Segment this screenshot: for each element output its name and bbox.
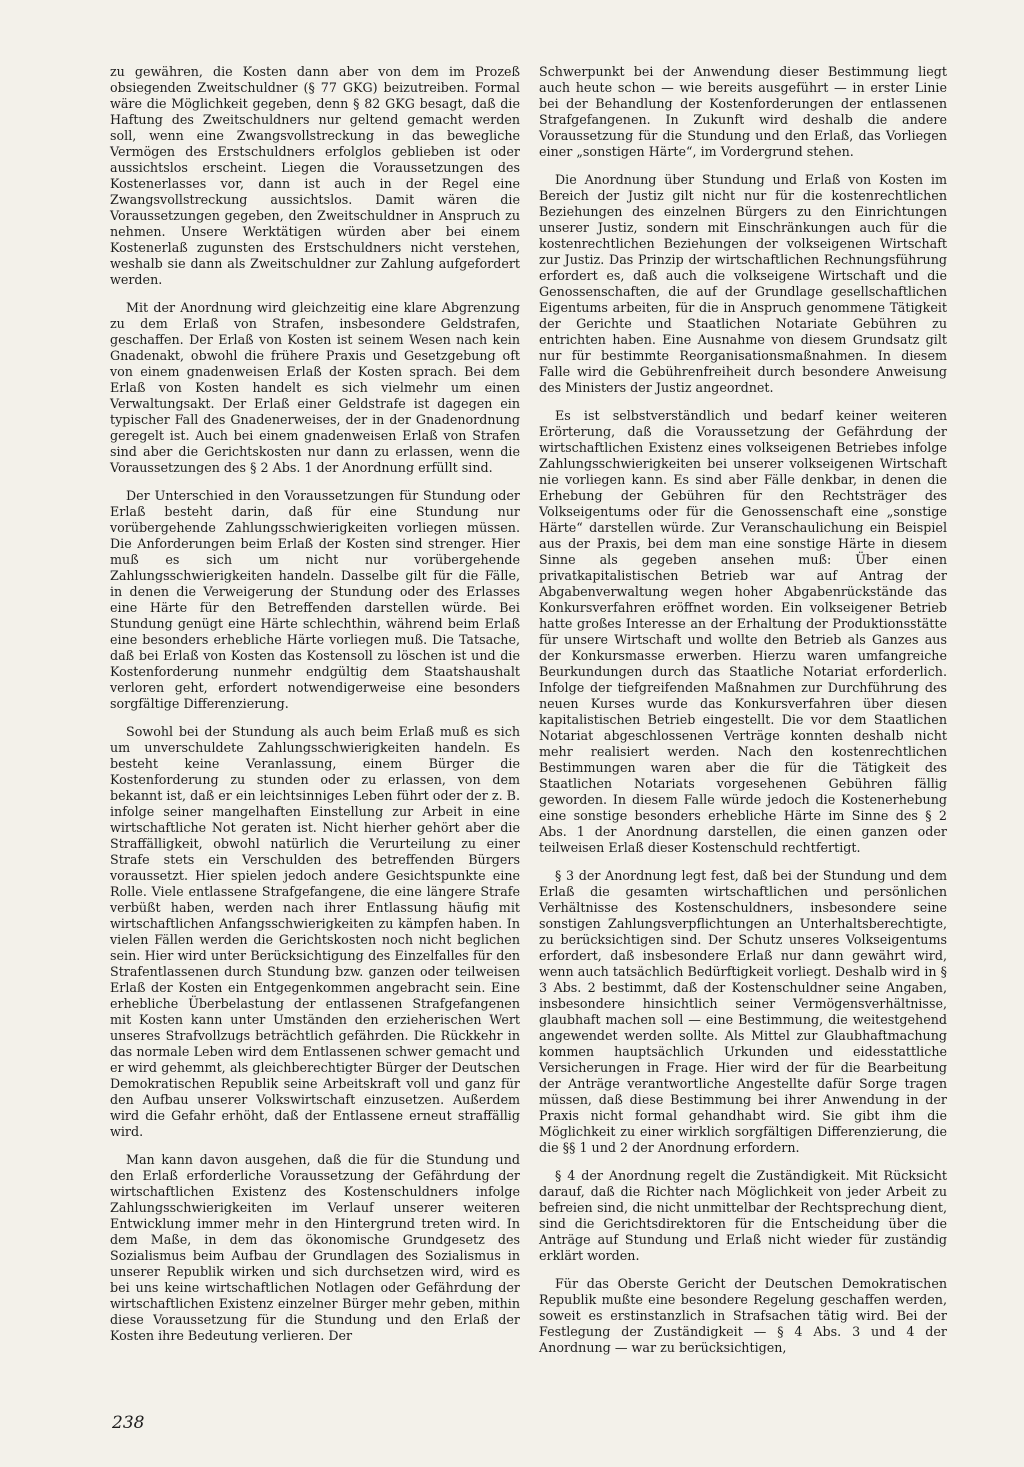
right-paragraph-5: § 4 der Anordnung regelt die Zuständigkeit. Mit Rücksicht darauf, daß die Richter nach Möglichkeit von jeder Arbeit zu befreien sind, die nicht unmittelbar der Rechtsprechung dient, sind die Gerichtsdirektoren für die Entscheidung über die Anträge auf Stundung und Erlaß nicht wieder für zuständig erklärt worden. — [539, 1168, 947, 1263]
left-paragraph-2: Mit der Anordnung wird gleichzeitig eine klare Abgrenzung zu dem Erlaß von Strafen, insbesondere Geldstrafen, geschaffen. Der Erlaß von Kosten ist seinem Wesen nach kein Gnadenakt, obwohl die frühere Praxis und Gesetzgebung oft von einem gnadenweisen Erlaß der Kosten sprach. Bei dem Erlaß von Kosten handelt es sich vielmehr um einen Verwaltungsakt. Der Erlaß einer Geldstrafe ist dagegen ein typischer Fall des Gnadenerweises, der in der Gnadenordnung geregelt ist. Auch bei einem gnadenweisen Erlaß von Strafen sind aber die Gerichtskosten nur dann zu erlassen, wenn die Voraussetzungen des § 2 Abs. 1 der Anordnung erfüllt sind. — [110, 300, 520, 475]
left-paragraph-3: Der Unterschied in den Voraussetzungen für Stundung oder Erlaß besteht darin, daß für eine Stundung nur vorübergehende Zahlungsschwierigkeiten vorliegen müssen. Die Anforderungen beim Erlaß der Kosten sind strenger. Hier muß es sich um nicht nur vorübergehende Zahlungsschwierigkeiten handeln. Dasselbe gilt für die Fälle, in denen die Verweigerung der Stundung oder des Erlasses eine Härte für den Betreffenden darstellen würde. Bei Stundung genügt eine Härte schlechthin, während beim Erlaß eine besonders erhebliche Härte vorliegen muß. Die Tatsache, daß bei Erlaß von Kosten das Kostensoll zu löschen ist und die Kostenforderung nunmehr endgültig dem Staatshaushalt verloren geht, erfordert notwendigerweise eine besonders sorgfältige Differenzierung. — [110, 488, 520, 711]
left-paragraph-4: Sowohl bei der Stundung als auch beim Erlaß muß es sich um unverschuldete Zahlungsschwierigkeiten handeln. Es besteht keine Veranlassung, einem Bürger die Kostenforderung zu stunden oder zu erlassen, von dem bekannt ist, daß er ein leichtsinniges Leben führt oder der z. B. infolge seiner mangelhaften Einstellung zur Arbeit in eine wirtschaftliche Not geraten ist. Nicht hierher gehört aber die Straffälligkeit, obwohl natürlich die Verurteilung zu einer Strafe stets ein Verschulden des betreffenden Bürgers voraussetzt. Hier spielen jedoch andere Gesichtspunkte eine Rolle. Viele entlassene Strafgefangene, die eine längere Strafe verbüßt haben, werden nach ihrer Entlassung häufig mit wirtschaftlichen Anfangsschwierigkeiten zu kämpfen haben. In vielen Fällen werden die Gerichtskosten noch nicht beglichen sein. Hier wird unter Berücksichtigung des Einzelfalles für den Strafentlassenen durch Stundung bzw. ganzen oder teilweisen Erlaß der Kosten ein Entgegenkommen angebracht sein. Eine erhebliche Überbelastung der entlassenen Strafgefangenen mit Kosten kann unter Umständen den erzieherischen Wert unseres Strafvollzugs beträchtlich gefährden. Die Rückkehr in das normale Leben wird dem Entlassenen schwer gemacht und er wird gehemmt, als gleichberechtigter Bürger der Deutschen Demokratischen Republik seine Arbeitskraft voll und ganz für den Aufbau unserer Volkswirtschaft einzusetzen. Außerdem wird die Gefahr erhöht, daß der Entlassene erneut straffällig wird. — [110, 724, 521, 1139]
left-column — [110, 64, 520, 1356]
right-paragraph-6: Für das Oberste Gericht der Deutschen Demokratischen Republik mußte eine besondere Regelung geschaffen werden, soweit es erstinstanzlich in Strafsachen tätig wird. Bei der Festlegung der Zuständigkeit — § 4 Abs. 3 und 4 der Anordnung — war zu berücksichtigen, — [539, 1276, 947, 1355]
right-column — [539, 64, 947, 1368]
right-paragraph-1: Schwerpunkt bei der Anwendung dieser Bestimmung liegt auch heute schon — wie bereits ausgeführt — in erster Linie bei der Behandlung der Kostenforderungen der entlassenen Strafgefangenen. In Zukunft wird deshalb die andere Voraussetzung für die Stundung und den Erlaß, das Vorliegen einer „sonstigen Härte“, im Vordergrund stehen. — [539, 64, 947, 159]
right-paragraph-4: § 3 der Anordnung legt fest, daß bei der Stundung und dem Erlaß die gesamten wirtschaftlichen und persönlichen Verhältnisse des Kostenschuldners, insbesondere seine sonstigen Zahlungsverpflichtungen an Unterhaltsberechtigte, zu berücksichtigen sind. Der Schutz unseres Volkseigentums erfordert, daß insbesondere Erlaß nur dann gewährt wird, wenn auch tatsächlich Bedürftigkeit vorliegt. Deshalb wird in § 3 Abs. 2 bestimmt, daß der Kostenschuldner seine Angaben, insbesondere hinsichtlich seiner Vermögensverhältnisse, glaubhaft machen soll — eine Bestimmung, die weitestgehend angewendet werden sollte. Als Mittel zur Glaubhaftmachung kommen hauptsächlich Urkunden und eidesstattliche Versicherungen in Frage. Hier wird der für die Bearbeitung der Anträge verantwortliche Angestellte dafür Sorge tragen müssen, daß diese Bestimmung bei ihrer Anwendung in der Praxis nicht formal gehandhabt wird. Sie gibt ihm die Möglichkeit zu einer wirklich sorgfältigen Differenzierung, die die §§ 1 und 2 der Anordnung erfordern. — [539, 868, 947, 1155]
page-number: 238 — [112, 1413, 145, 1433]
right-paragraph-2: Die Anordnung über Stundung und Erlaß von Kosten im Bereich der Justiz gilt nicht nur für die kostenrechtlichen Beziehungen des einzelnen Bürgers zu den Einrichtungen unserer Justiz, sondern mit Einschränkungen auch für die kostenrechtlichen Beziehungen der volkseigenen Wirtschaft zur Justiz. Das Prinzip der wirtschaftlichen Rechnungsführung erfordert es, daß auch die volkseigene Wirtschaft und die Genossenschaften, die auf der Grundlage gesellschaftlichen Eigentums arbeiten, für die in Anspruch genommene Tätigkeit der Gerichte und Staatlichen Notariate Gebühren zu entrichten haben. Eine Ausnahme von diesem Grundsatz gilt nur für bestimmte Reorganisationsmaßnahmen. In diesem Falle wird die Gebührenfreiheit durch besondere Anweisung des Ministers der Justiz angeordnet. — [539, 172, 947, 395]
left-paragraph-5: Man kann davon ausgehen, daß die für die Stundung und den Erlaß erforderliche Voraussetzung der Gefährdung der wirtschaftlichen Existenz des Kostenschuldners infolge Zahlungsschwierigkeiten im Verlauf unserer weiteren Entwicklung immer mehr in den Hintergrund treten wird. In dem Maße, in dem das ökonomische Grundgesetz des Sozialismus beim Aufbau der Grundlagen des Sozialismus in unserer Republik wirken und sich durchsetzen wird, wird es bei uns keine wirtschaftlichen Notlagen oder Gefährdung der wirtschaftlichen Existenz einzelner Bürger mehr geben, mithin diese Voraussetzung für die Stundung und den Erlaß der Kosten ihre Bedeutung verlieren. Der — [110, 1152, 520, 1343]
right-paragraph-3: Es ist selbstverständlich und bedarf keiner weiteren Erörterung, daß die Voraussetzung der Gefährdung der wirtschaftlichen Existenz eines volkseigenen Betriebes infolge Zahlungsschwierigkeiten bei unserer volkseigenen Wirtschaft nie vorliegen kann. Es sind aber Fälle denkbar, in denen die Erhebung der Gebühren für den Rechtsträger des Volkseigentums oder für die Genossenschaft eine „sonstige Härte“ darstellen würde. Zur Veranschaulichung ein Beispiel aus der Praxis, bei dem man eine sonstige Härte in diesem Sinne als gegeben ansehen muß: Über einen privatkapitalistischen Betrieb war auf Antrag der Abgabenverwaltung wegen hoher Abgabenrückstände das Konkursverfahren eröffnet worden. Ein volkseigener Betrieb hatte großes Interesse an der Erhaltung der Produktionsstätte für unsere Wirtschaft und wollte den Betrieb als Ganzes aus der Konkursmasse erwerben. Hierzu waren umfangreiche Beurkundungen durch das Staatliche Notariat erforderlich. Infolge der tiefgreifenden Maßnahmen zur Durchführung des neuen Kurses wurde das Konkursverfahren über diesen kapitalistischen Betrieb eingestellt. Die vor dem Staatlichen Notariat abgeschlossenen Verträge konnten deshalb nicht mehr realisiert werden. Nach den kostenrechtlichen Bestimmungen waren aber die für die Tätigkeit des Staatlichen Notariats vorgesehenen Gebühren fällig geworden. In diesem Falle würde jedoch die Kostenerhebung eine sonstige besonders erhebliche Härte im Sinne des § 2 Abs. 1 der Anordnung darstellen, die einen ganzen oder teilweisen Erlaß dieser Kostenschuld rechtfertigt. — [539, 408, 947, 855]
left-paragraph-1: zu gewähren, die Kosten dann aber von dem im Prozeß obsiegenden Zweitschuldner (§ 77 GKG) beizutreiben. Formal wäre die Möglichkeit gegeben, denn § 82 GKG besagt, daß die Haftung des Zweitschuldners nur geltend gemacht werden soll, wenn eine Zwangsvollstreckung in das bewegliche Vermögen des Erstschuldners erfolglos geblieben ist oder aussichtslos erscheint. Liegen die Voraussetzungen des Kostenerlasses vor, dann ist auch in der Regel eine Zwangsvollstreckung aussichtslos. Damit wären die Voraussetzungen gegeben, den Zweitschuldner in Anspruch zu nehmen. Unsere Werktätigen würden aber bei einem Kostenerlaß zugunsten des Erstschuldners nicht verstehen, weshalb sie dann als Zweitschuldner zur Zahlung aufgefordert werden. — [110, 64, 520, 287]
